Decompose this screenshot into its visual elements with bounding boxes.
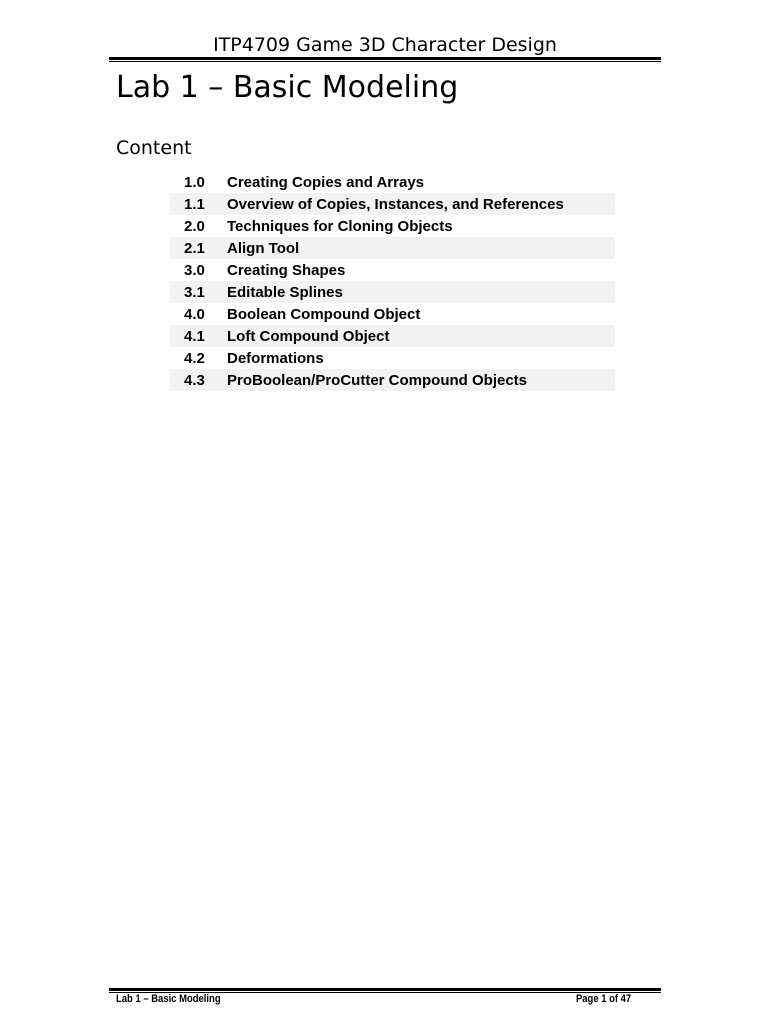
toc-entry-number: 3.1 <box>184 283 205 301</box>
toc-entry-number: 4.2 <box>184 349 205 367</box>
table-of-contents <box>170 171 615 391</box>
toc-entry-number: 3.0 <box>184 261 205 279</box>
toc-entry-number: 4.0 <box>184 305 205 323</box>
toc-entry-number: 4.3 <box>184 371 205 389</box>
toc-entry-label: Techniques for Cloning Objects <box>227 217 453 235</box>
toc-entry <box>170 303 615 325</box>
toc-entry-number: 1.0 <box>184 173 205 191</box>
toc-entry <box>170 215 615 237</box>
page-header-course-title: ITP4709 Game 3D Character Design <box>213 34 557 56</box>
toc-entry <box>170 237 615 259</box>
document-title: Lab 1 – Basic Modeling <box>116 70 459 105</box>
toc-entry <box>170 325 615 347</box>
toc-entry-label: Creating Shapes <box>227 261 346 279</box>
toc-entry-number: 2.1 <box>184 239 205 257</box>
footer-lab-title: Lab 1 – Basic Modeling <box>116 993 221 1005</box>
toc-entry <box>170 171 615 193</box>
header-rule-thin <box>109 61 661 62</box>
header-rule-thick <box>109 57 661 60</box>
toc-entry-label: Align Tool <box>227 239 300 257</box>
toc-entry-label: Loft Compound Object <box>227 327 390 345</box>
toc-entry <box>170 347 615 369</box>
toc-entry-label: Creating Copies and Arrays <box>227 173 424 191</box>
toc-entry-label: ProBoolean/ProCutter Compound Objects <box>227 371 528 389</box>
toc-entry-label: Editable Splines <box>227 283 343 301</box>
toc-entry-number: 2.0 <box>184 217 205 235</box>
toc-entry <box>170 281 615 303</box>
toc-entry-label: Deformations <box>227 349 324 367</box>
toc-entry <box>170 193 615 215</box>
toc-entry-number: 4.1 <box>184 327 205 345</box>
toc-entry <box>170 369 615 391</box>
content-heading: Content <box>116 137 192 159</box>
toc-entry-number: 1.1 <box>184 195 205 213</box>
toc-entry-label: Boolean Compound Object <box>227 305 421 323</box>
footer-rule-thick <box>109 988 661 991</box>
toc-entry <box>170 259 615 281</box>
footer-page-number: Page 1 of 47 <box>575 993 631 1005</box>
toc-entry-label: Overview of Copies, Instances, and References <box>227 195 564 213</box>
